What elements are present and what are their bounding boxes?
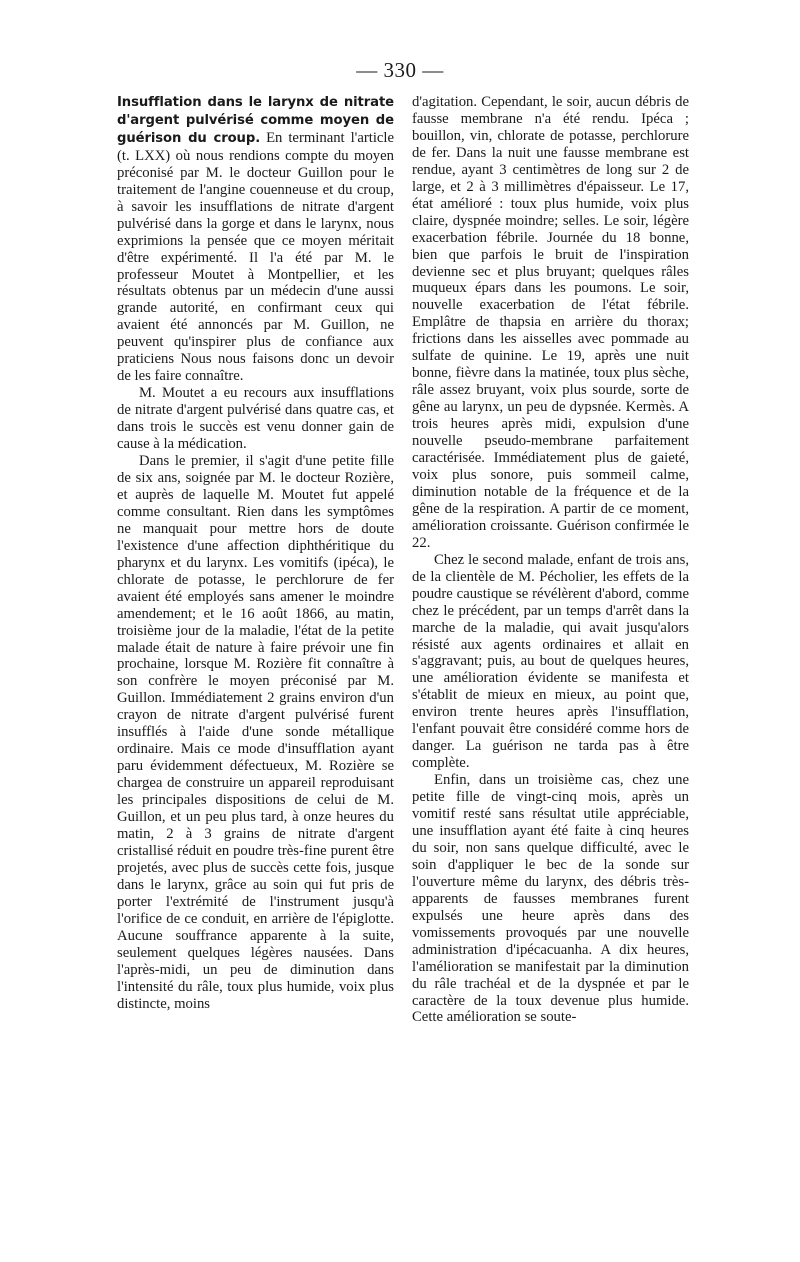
- paragraph: Enfin, dans un troisième cas, chez une petite fille de vingt-cinq mois, après un vomitif resté sans résultat utile appréciable, une insufflation ayant été faite à cinq heures du soir, non sans quelque difficulté, avec le soin d'appliquer le bec de la sonde sur l'ouverture même du larynx, des débris très-apparents de fausses membranes furent expulsés une heure après dans des vomissements provoqués par une nouvelle administration d'ipécacuanha. A dix heures, l'amélioration se manifestait par la diminution du râle trachéal et de la dyspnée et par le caractère de la toux devenue plus humide. Cette amélioration se soute-: [412, 772, 689, 1026]
- left-column: [117, 94, 394, 1012]
- paragraph-text: En terminant l'article (t. LXX) où nous rendions compte du moyen préconisé par M. le docteur Guillon pour le traitement de l'angine couenneuse et du croup, à savoir les insufflations de nitrate d'argent pulvérisé dans la gorge et dans le larynx, nous exprimions la pensée que ce moyen méritait d'être expérimenté. Il l'a été par M. le professeur Moutet à Montpellier, et les résultats obtenus par un médecin d'une aussi grande autorité, en confirmant ceux qui avaient été annoncés par M. Guillon, ne peuvent qu'inspirer plus de confiance aux praticiens Nous nous faisons donc un devoir de les faire connaître.: [117, 129, 395, 385]
- section-title: Insufflation dans le larynx de nitrate d'argent pulvérisé comme moyen de guérison du croup.: [117, 95, 394, 146]
- paragraph: Chez le second malade, enfant de trois ans, de la clientèle de M. Pécholier, les effets de la poudre caustique se révélèrent d'abord, comme chez le précédent, par un temps d'arrêt dans la marche de la maladie, qui avait jusqu'alors résisté aux agents ordinaires et allait en s'aggravant; puis, au bout de quelques heures, une amélioration évidente se manifesta et s'établit de mieux en mieux, au point que, environ trente heures après l'insufflation, l'enfant pouvait être considéré comme hors de danger. La guérison ne tarda pas à être complète.: [412, 551, 689, 772]
- page-number: — 330 —: [356, 58, 444, 82]
- opening-paragraph: [117, 94, 394, 385]
- paragraph-continued: d'agitation. Cependant, le soir, aucun débris de fausse membrane n'a été rendu. Ipéca ; bouillon, vin, chlorate de potasse, perchlorure de fer. Dans la nuit une fausse membrane est rendue, ayant 3 centimètres de long sur 2 de large, et 2 à 3 millimètres d'épaisseur. Le 17, état amélioré : toux plus humide, voix plus claire, dyspnée moindre; selles. Le soir, légère exacerbation fébrile. Journée du 18 bonne, bien que parfois le bruit de l'inspiration devienne sec et plus bruyant; quelques râles muqueux épars dans les poumons. Le soir, nouvelle exacerbation de l'état fébrile. Emplâtre de thapsia en arrière du thorax; frictions dans les aisselles avec pommade au sulfate de quinine. Le 19, après une nuit bonne, fièvre dans la matinée, toux plus sèche, râle assez bruyant, voix plus sourde, sorte de gêne au larynx, un peu de dypsnée. Kermès. A trois heures après midi, expulsion d'une nouvelle pseudo-membrane parfaitement caractérisée. Immédiatement plus de gaieté, voix plus sonore, puis sommeil calme, diminution notable de la fréquence et de la gêne de la respiration. A partir de ce moment, amélioration croissante. Guérison confirmée le 22.: [412, 94, 689, 551]
- paragraph: Dans le premier, il s'agit d'une petite fille de six ans, soignée par M. le docteur Rozière, et auprès de laquelle M. Moutet fut appelé comme consultant. Rien dans les symptômes ne manquait pour mettre hors de doute l'existence d'une affection diphthéritique du pharynx et du larynx. Les vomitifs (ipéca), le chlorate de potasse, le perchlorure de fer avaient été employés sans amener le moindre amendement; et le 16 août 1866, au matin, troisième jour de la maladie, l'état de la petite malade était de nature à faire prévoir une fin prochaine, lorsque M. Rozière fit connaître à son confrère le moyen préconisé par M. Guillon. Immédiatement 2 grains environ d'un crayon de nitrate d'argent pulvérisé furent insufflés à l'aide d'une sonde métallique ordinaire. Mais ce mode d'insufflation ayant paru évidemment défectueux, M. Rozière se chargea de construire un appareil reproduisant les principales dispositions de celui de M. Guillon, et un peu plus tard, à onze heures du matin, 2 à 3 grains de nitrate d'argent cristallisé réduit en poudre très-fine purent être projetés, avec plus de succès cette fois, jusque dans le larynx, grâce au soin qui fut pris de porter l'extrémité de l'instrument jusqu'à l'orifice de ce conduit, en arrière de l'épiglotte. Aucune souffrance apparente à la suite, seulement quelques légères nausées. Dans l'après-midi, un peu de diminution dans l'intensité du râle, toux plus humide, voix plus distincte, moins: [117, 453, 394, 1012]
- paragraph: M. Moutet a eu recours aux insufflations de nitrate d'argent pulvérisé dans quatre cas, et dans trois le succès est venu donner gain de cause à la médication.: [117, 385, 394, 453]
- right-column: [412, 94, 689, 1026]
